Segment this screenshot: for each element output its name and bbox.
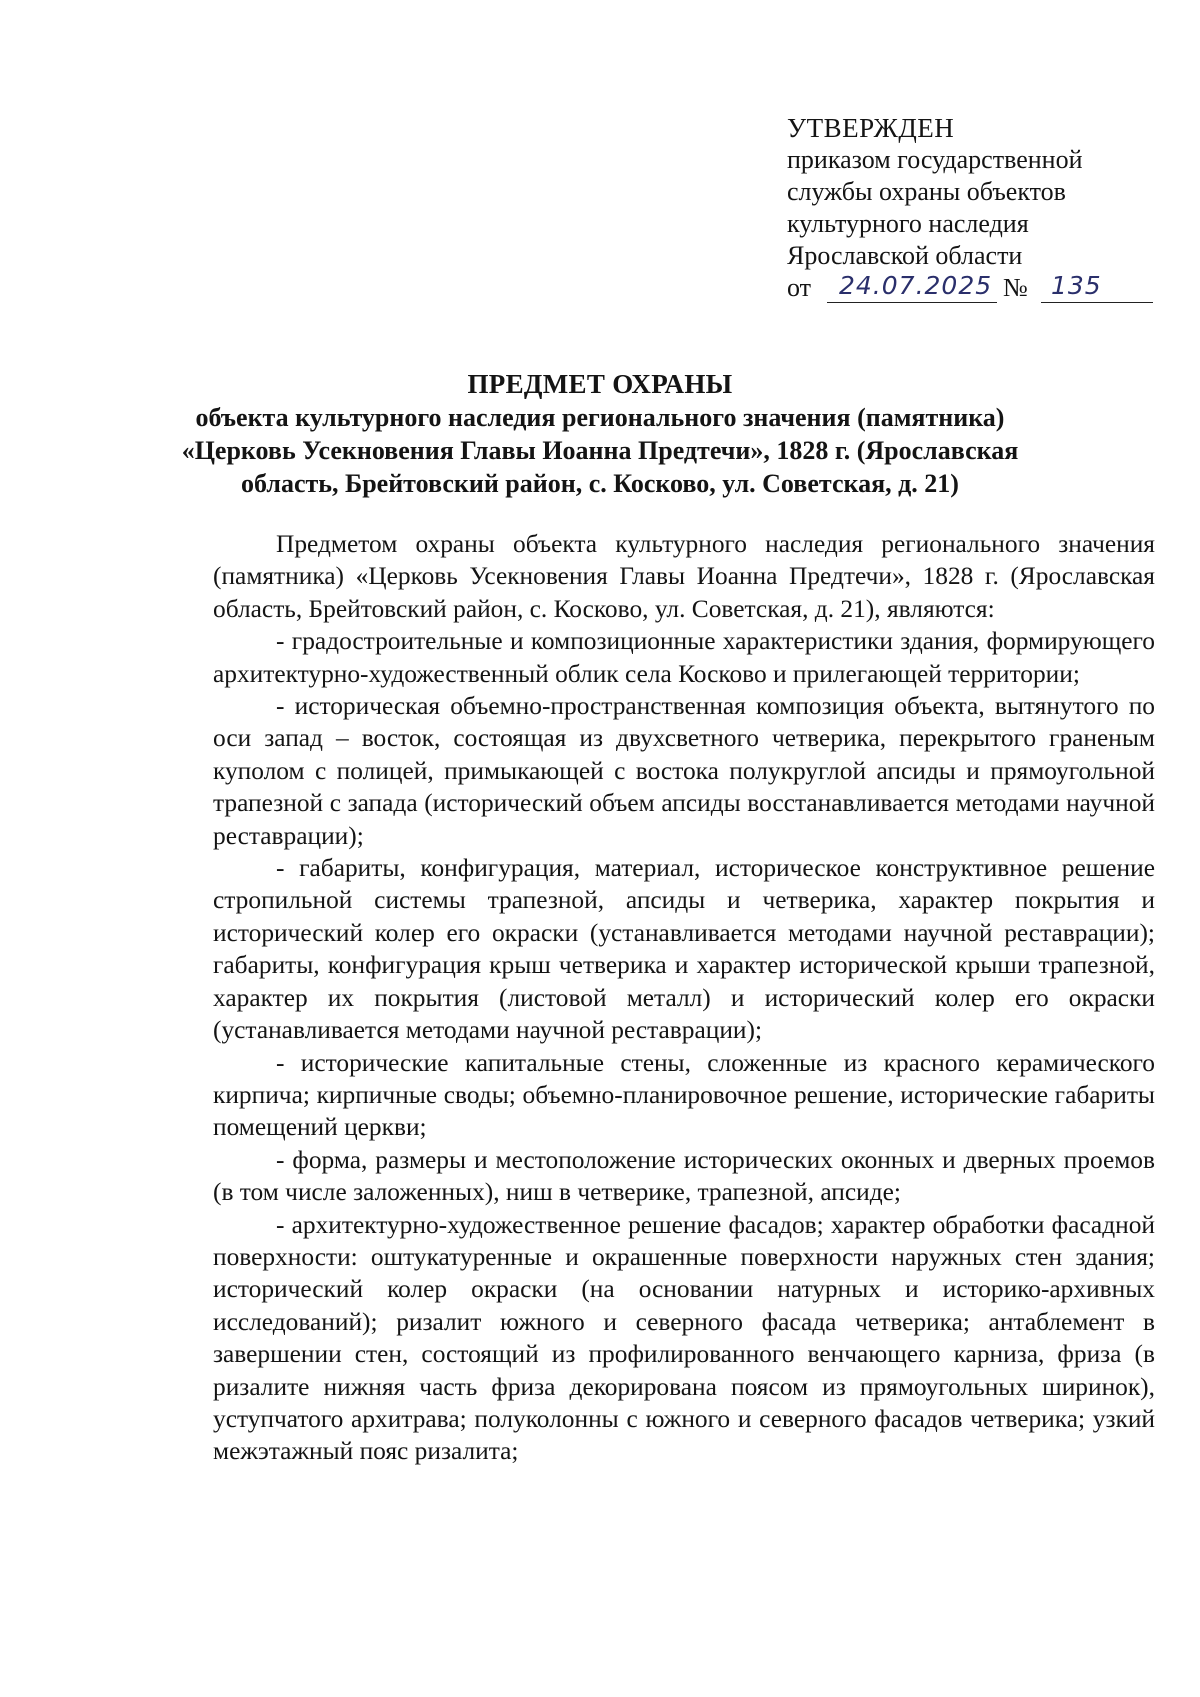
number-label: № (1003, 273, 1028, 302)
approval-stamp-block (787, 112, 1157, 306)
approval-line-1: приказом государственной (787, 145, 1083, 174)
handwritten-date: 24.07.2025 (839, 271, 993, 300)
approval-line-3: культурного наследия (787, 209, 1029, 238)
approval-line-4: Ярославской области (787, 241, 1023, 270)
handwritten-number: 135 (1051, 271, 1102, 300)
body-paragraph-intro: Предметом охраны объекта культурного наследия регионального значения (памятника) «Церковь Усекновения Главы Иоанна Предтечи», 1828 г. (Ярославская область, Брейтовский район, с. Косково, ул. Советская, д. 21), являются: (213, 530, 1155, 623)
title-line-2: «Церковь Усекновения Главы Иоанна Предтечи», 1828 г. (Ярославская (181, 436, 1019, 465)
body-item-facades: - архитектурно-художественное решение фасадов; характер обработки фасадной поверхности: оштукатуренные и окрашенные поверхности наружных стен здания; исторический колер окраски (на основании натурных и историко-архивных исследований); ризалит южного и северного фасада четверика; антаблемент в завершении стен, состоящий из профилированного венчающего карниза, фриза (в ризалите нижняя часть фриза декорирована поясом из прямоугольных ширинок), уступчатого архитрава; полуколонны с южного и северного фасадов четверика; узкий межэтажный пояс ризалита; (213, 1210, 1155, 1466)
document-title (160, 368, 1040, 500)
body-item-walls: - исторические капитальные стены, сложенные из красного керамического кирпича; кирпичные своды; объемно-планировочное решение, исторические габариты помещений церкви; (213, 1048, 1155, 1142)
document-body (213, 528, 1155, 1468)
from-label: от (787, 273, 812, 302)
body-item-volume-composition: - историческая объемно-пространственная композиция объекта, вытянутого по оси запад – восток, состоящая из двухсветного четверика, перекрытого граненым куполом с полицей, примыкающей с востока полукруглой апсиды и прямоугольной трапезной с запада (исторический объем апсиды восстанавливается методами научной реставрации); (213, 692, 1155, 850)
title-main: ПРЕДМЕТ ОХРАНЫ (467, 369, 733, 399)
order-date-number-line (787, 272, 1157, 306)
order-number-field (1041, 272, 1153, 303)
body-item-openings: - форма, размеры и местоположение исторических оконных и дверных проемов (в том числе заложенных), ниш в четверике, трапезной, апсиде; (213, 1145, 1155, 1207)
order-date-field (827, 272, 997, 303)
approval-line-2: службы охраны объектов (787, 177, 1066, 206)
approved-heading: УТВЕРЖДЕН (787, 113, 955, 143)
body-item-urban-planning: - градостроительные и композиционные характеристики здания, формирующего архитектурно-художественный облик села Косково и прилегающей территории; (213, 627, 1155, 688)
title-line-3: область, Брейтовский район, с. Косково, ул. Советская, д. 21) (241, 469, 959, 498)
title-line-1: объекта культурного наследия регионального значения (памятника) (195, 403, 1005, 432)
body-item-roof-system: - габариты, конфигурация, материал, историческое конструктивное решение стропильной системы трапезной, апсиды и четверика, характер покрытия и исторический колер его окраски (устанавливается методами научной реставрации); габариты, конфигурация крыш четверика и характер исторической крыши трапезной, характер их покрытия (листовой металл) и исторический колер его окраски (устанавливается методами научной реставрации); (213, 854, 1155, 1045)
